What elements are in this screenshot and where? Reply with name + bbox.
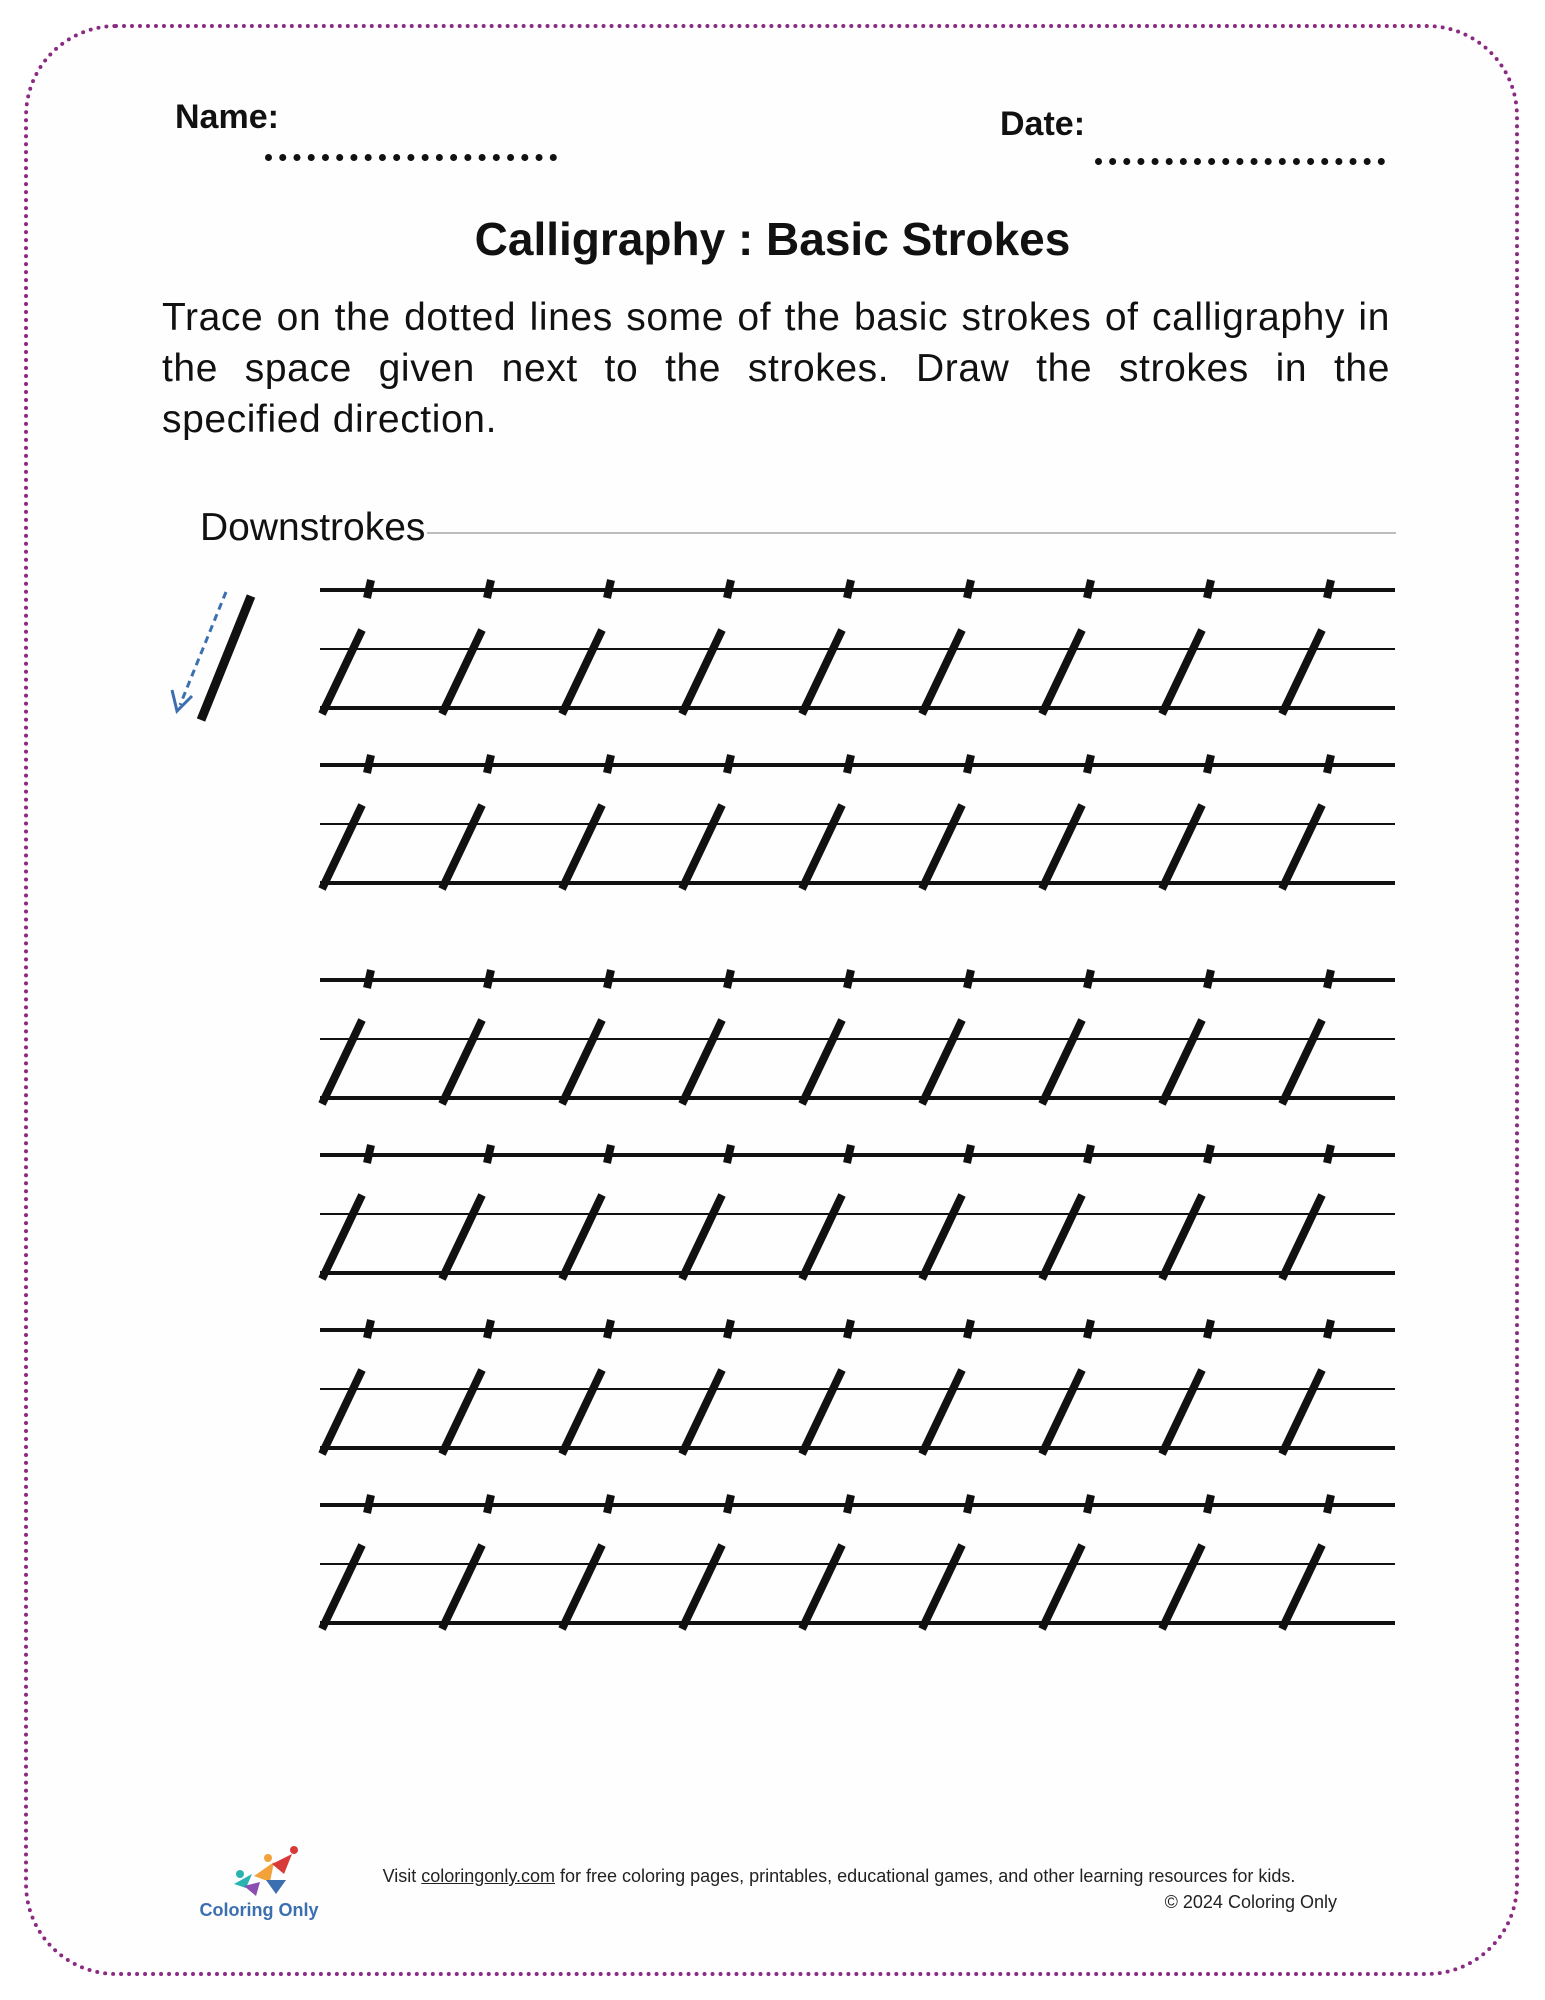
trace-downstroke[interactable] [1042,630,1082,714]
practice-row[interactable] [320,970,1395,1104]
stroke-start-tick [967,1320,971,1338]
trace-downstroke[interactable] [1282,1020,1322,1104]
trace-downstroke[interactable] [322,1370,362,1454]
trace-downstroke[interactable] [1042,1545,1082,1629]
stroke-start-tick [1327,755,1331,773]
trace-downstroke[interactable] [922,1370,962,1454]
stroke-start-tick [847,970,851,988]
stroke-start-tick [1207,580,1211,598]
trace-downstroke[interactable] [1042,1020,1082,1104]
trace-downstroke[interactable] [1162,1545,1202,1629]
stroke-start-tick [1207,755,1211,773]
trace-downstroke[interactable] [1282,805,1322,889]
stroke-start-tick [487,1320,491,1338]
stroke-start-tick [487,755,491,773]
trace-downstroke[interactable] [442,805,482,889]
stroke-start-tick [487,1145,491,1163]
stroke-start-tick [367,970,371,988]
trace-downstroke[interactable] [802,630,842,714]
trace-downstroke[interactable] [562,1370,602,1454]
trace-downstroke[interactable] [1162,1370,1202,1454]
stroke-start-tick [367,1145,371,1163]
trace-downstroke[interactable] [922,1545,962,1629]
practice-row[interactable] [320,580,1395,714]
stroke-start-tick [847,755,851,773]
stroke-start-tick [1087,1145,1091,1163]
trace-downstroke[interactable] [682,805,722,889]
page-title: Calligraphy : Basic Strokes [474,213,1071,265]
stroke-start-tick [1327,580,1331,598]
stroke-start-tick [967,970,971,988]
trace-downstroke[interactable] [322,805,362,889]
trace-downstroke[interactable] [1162,1195,1202,1279]
example-downstroke [201,596,251,720]
trace-downstroke[interactable] [802,805,842,889]
practice-row[interactable] [320,1145,1395,1279]
trace-downstroke[interactable] [1162,630,1202,714]
trace-downstroke[interactable] [1282,1370,1322,1454]
stroke-start-tick [1087,970,1091,988]
trace-downstroke[interactable] [1042,1370,1082,1454]
trace-downstroke[interactable] [1162,805,1202,889]
stroke-start-tick [1207,1145,1211,1163]
trace-downstroke[interactable] [442,630,482,714]
stroke-start-tick [847,1145,851,1163]
trace-downstroke[interactable] [802,1545,842,1629]
footer-visit-text [340,1866,1338,1887]
practice-row[interactable] [320,755,1395,889]
stroke-start-tick [1327,1145,1331,1163]
stroke-start-tick [607,1145,611,1163]
stroke-start-tick [847,1495,851,1513]
stroke-start-tick [367,580,371,598]
stroke-start-tick [487,970,491,988]
trace-downstroke[interactable] [442,1545,482,1629]
trace-downstroke[interactable] [682,1370,722,1454]
stroke-start-tick [967,755,971,773]
copyright-text: © 2024 Coloring Only [1164,1892,1337,1912]
trace-downstroke[interactable] [562,1545,602,1629]
stroke-start-tick [967,1145,971,1163]
stroke-start-tick [847,580,851,598]
stroke-start-tick [607,970,611,988]
stroke-start-tick [727,1495,731,1513]
stroke-start-tick [1087,580,1091,598]
stroke-start-tick [1087,1320,1091,1338]
practice-row[interactable] [320,1495,1395,1629]
trace-downstroke[interactable] [682,1195,722,1279]
stroke-start-tick [367,1495,371,1513]
stroke-start-tick [607,755,611,773]
trace-downstroke[interactable] [922,1195,962,1279]
trace-downstroke[interactable] [322,630,362,714]
stroke-start-tick [967,580,971,598]
trace-downstroke[interactable] [1282,1195,1322,1279]
trace-downstroke[interactable] [922,805,962,889]
trace-downstroke[interactable] [922,1020,962,1104]
stroke-start-tick [847,1320,851,1338]
section-title: Downstrokes [200,506,426,549]
stroke-start-tick [607,580,611,598]
trace-downstroke[interactable] [1042,805,1082,889]
stroke-start-tick [607,1320,611,1338]
stroke-start-tick [1207,1495,1211,1513]
practice-row[interactable] [320,1320,1395,1454]
trace-downstroke[interactable] [682,1545,722,1629]
trace-downstroke[interactable] [802,1370,842,1454]
trace-downstroke[interactable] [922,630,962,714]
stroke-start-tick [727,580,731,598]
trace-downstroke[interactable] [442,1370,482,1454]
trace-downstroke[interactable] [682,1020,722,1104]
stroke-start-tick [1207,1320,1211,1338]
direction-arrow-icon [172,592,226,711]
stroke-start-tick [1327,970,1331,988]
stroke-start-tick [367,1320,371,1338]
stroke-start-tick [1327,1495,1331,1513]
trace-downstroke[interactable] [1162,1020,1202,1104]
trace-downstroke[interactable] [802,1020,842,1104]
stroke-start-tick [607,1495,611,1513]
trace-downstroke[interactable] [322,1545,362,1629]
coloringonly-link[interactable]: coloringonly.com [421,1866,555,1886]
date-label: Date: [1000,105,1086,143]
footer-visit-prefix: Visit [382,1866,417,1886]
stroke-start-tick [727,755,731,773]
stroke-start-tick [727,1145,731,1163]
name-label: Name: [175,98,279,136]
stroke-start-tick [487,580,491,598]
stroke-start-tick [1207,970,1211,988]
trace-downstroke[interactable] [682,630,722,714]
instructions-text: Trace on the dotted lines some of the basic strokes of calligraphy in the space given next to the strokes. Draw the strokes in the specified direction. [162,296,1390,441]
stroke-start-tick [1327,1320,1331,1338]
stroke-start-tick [1087,755,1091,773]
trace-downstroke[interactable] [562,1020,602,1104]
stroke-start-tick [727,1320,731,1338]
trace-downstroke[interactable] [1282,1545,1322,1629]
stroke-start-tick [967,1495,971,1513]
stroke-start-tick [1087,1495,1091,1513]
trace-downstroke[interactable] [1282,630,1322,714]
trace-downstroke[interactable] [442,1020,482,1104]
trace-downstroke[interactable] [322,1020,362,1104]
stroke-start-tick [367,755,371,773]
trace-downstroke[interactable] [322,1195,362,1279]
logo-text: Coloring Only [199,1900,319,1920]
stroke-start-tick [727,970,731,988]
trace-downstroke[interactable] [562,805,602,889]
trace-downstroke[interactable] [562,1195,602,1279]
trace-downstroke[interactable] [802,1195,842,1279]
trace-downstroke[interactable] [442,1195,482,1279]
trace-downstroke[interactable] [1042,1195,1082,1279]
trace-downstroke[interactable] [562,630,602,714]
footer-visit-suffix: for free coloring pages, printables, educational games, and other learning resources for kids. [560,1866,1296,1886]
stroke-start-tick [487,1495,491,1513]
